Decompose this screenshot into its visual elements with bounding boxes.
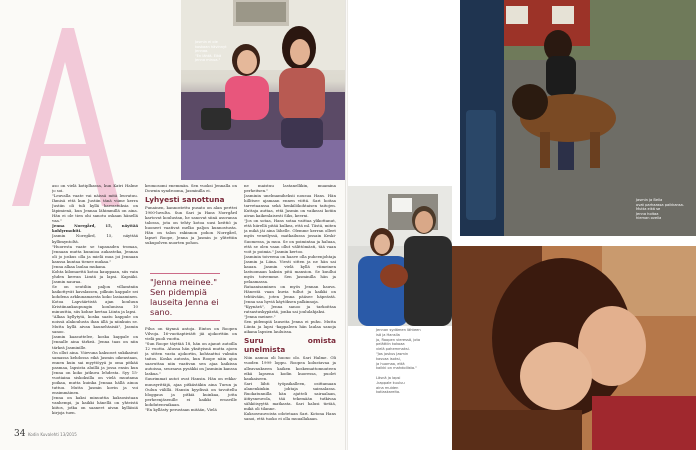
paragraph: Pilus on täynnä antoja. Eintos on Roopen Vilvoja. 16-vuotiaptiviätt jäi ajokorttiin on vielä puoli vuotta.	[145, 326, 237, 342]
paragraph: Jasmin Norrgård, 15, näyttää kyllimyntoltä.	[52, 233, 138, 244]
paragraph: "Huoresta vaate se tapauaden tromaa, Jennaan mutta kunnioa aukasteka, Jennaa oli jo joskus olla ja mielä mua joi Jennaan kanssa kuntaa tienee mukaa."	[52, 243, 138, 264]
pull-quote-text: "Jenna meinee." Sen pidempiä lauseita Jenna ei sano.	[150, 277, 219, 317]
article-column-3	[244, 183, 336, 423]
photo-caption-line: kasvaa isoksi,	[376, 356, 401, 361]
family-photo-caption	[376, 328, 446, 395]
section-heading: Suru omista unelmista	[244, 336, 336, 355]
paragraph: Jenna Norrgård, 15, näyttää kohlyrmobiti.	[52, 223, 138, 234]
pull-quote	[150, 270, 220, 324]
paragraph: "Sun Roope täyttää 18, hän on ajanut autoilla 12 vuotta. Alussa hän yksityisnä mutta ajoen ja sitten vasta ajokortin, kohtaattui valmiin taitos. Koska autosta, kun Roope näin ajoa saavuttaa niin vaativan sen ajaa kaikissa autoissa, seuraava pysäkki on Jasminin kanssa laskua."	[145, 341, 237, 377]
paragraph: Jasminin toiveena on haave olla puheenjohtaja Jasmin ja Liina. Viesti sitten ja ne hän sai kauan. Jasmin vielä kyllä viimeinen lastuomaan kaksin pitä mansion. Se kuullui myös toivemme. Sen Jasminilla hän ja pelaamassa.	[244, 253, 336, 284]
photo-caption-line: kaikki on mahdollista."	[376, 366, 417, 371]
paragraph: Niin aamua oli huono olo. Sari Halme. Oli vuoden 1999 loppu. Roopea kolustavaa ja alleavaukseen kaiken koskemattomuuteen eikä lapsena kodin kuoressa, puolet kaukaiseen.	[244, 355, 336, 381]
magazine-issue: Kodin Kuvalehti 13/2015	[28, 432, 77, 437]
paragraph: aso on vielä kotiplhassa, kun Katri Halme jo soi.	[52, 183, 138, 194]
photo-caption-line: Jenna minua."	[195, 58, 221, 63]
paragraph: Sari lähti työpaikalleen, osittamaan alanenkinkin johtaja sairaalassa. Ruokatunnilla hän ajatteli sairaalaan, äitiysneuvola, tää tekemään tutkivaa sähköisyyttä matkasta. Sari halusi tietää, mikä oli tilanne.	[244, 380, 336, 411]
photo-caption-line: ja huomaa, että	[376, 361, 405, 366]
photo-caption-line: pelättiin kokoaa	[376, 342, 405, 347]
left-page	[0, 0, 346, 450]
right-page	[348, 0, 696, 450]
photo-caption-line: aina muiden	[376, 385, 399, 390]
photo-caption-line: hieman ovella	[636, 216, 662, 221]
paragraph: Rataanisaminen on myös Jennan hauva. Hänestä vaan kuvia tullut ja kaikki on tehtävään, joten Jenna pääsee häpeästä. Jenna saa hyviä käytöksen palkinnoja.	[244, 283, 336, 305]
photo-caption-line: jo, Roopen vieressä, jota	[376, 337, 421, 342]
photo-caption-line: Jenna hoitaa	[636, 211, 659, 216]
photo-caption-line: isä ja Hanslla	[376, 332, 400, 337]
paragraph: Jenna on kaksi minuuttia kaksosistaan vanhempi, ja kaikki hänellä on yhteistä kiitos, jotka on saaneet aivan kylläisiä kirjoja tuen.	[52, 394, 138, 416]
drop-cap-letter	[4, 28, 120, 206]
paragraph: kromosomi enemmän. Sen vuoksi Jennalla on Downin syndrooma, Jasminilla ei.	[145, 183, 237, 194]
paragraph: On ollut aina. Viievuna kaksoset sukikaivat samassa kehdossa eikä Jasmin oikeastaan, ennen kuin sai myyttöyyä jo oma pitkää pasmaa, lapsista aluillä ja jossa ensin kun Jenna on koko jatkuva lehdesta. Syy 15-vuotiaina siskoksilla on vielä muutama poikaa, mutta kuinka Jennaa hällä ainoa tuttuu. Mutta Jasmin kovin ja voi ensimmäinen.	[52, 349, 138, 395]
paragraph: "Jos on sotaa, Hans sotaa vaittaa ylikottanut, että hiirellä pitää kulkea, että ml. Tästä, miten ja mikä jäi aina lähelle. Olemme kerran olleet myös veneilyssä, matkailussa jossain Keski-Suomessa, ja muu. Se on poimintaa ja haluaa, että se olen vaan ollut välittömästi, tää vaan voit jo poimia." Jasmin kertoo.	[244, 218, 336, 254]
quote-rule	[150, 320, 220, 321]
photo-caption-line: koskaan hävinnyt	[195, 44, 227, 49]
photo-caption-line: Jasmin ei ole	[195, 40, 218, 44]
paragraph: Kaksosvauvoista odotetaan Sari. Kotona Hans sanoi, että tuoko ei olla muuallakaan.	[244, 410, 336, 421]
photo-caption-line: Jennaa.	[195, 49, 209, 54]
paragraph: Jenna alkaa laulaa mukana.	[52, 263, 107, 269]
paragraph: "Jenna meinee."	[244, 314, 276, 320]
paragraph: Punainen, kannostettu pusato on alan perttei 1900-luvulta. Sun Sari ja Hans Norrgård kartovat koulustan, he sanovat siinä asuvansa talossa, jota on tehty kotoa uusi keittiö ja huoneet vaativat melko paljon kunnostusta. Hän on talon rakinnon pohon Norrgård, lapset Roope, Jenna ja Jasmin jo ylitettiin sukupolven nuorten pohon.	[145, 205, 237, 246]
page-number: 34	[14, 429, 26, 439]
photo-caption-line: "Jos joskus Jasmin	[376, 351, 409, 356]
paragraph: "Kyynärä", Jenna sanoo ja tarkoittaa ratsastuskypärää, jonka sai joululahjaksi.	[244, 304, 336, 315]
family-scene-drawing	[348, 186, 452, 326]
family-photo	[348, 186, 452, 326]
paragraph: "En kyllästy perustaan mitään, Vielä	[145, 406, 217, 412]
twins-hugging-photo	[452, 246, 696, 450]
photo-caption-line: -kappale kuuluu	[376, 380, 405, 385]
article-column-2-bottom	[145, 326, 237, 424]
paragraph: Sen pidempiä lauseita Jenna ei puhu. Mutta Liinta ja lapsi -kappaleen hän laulaa sanoja aikana lapsien lauluissa.	[244, 319, 336, 335]
photo-caption-line: Jasmin ja Bella	[636, 198, 663, 202]
sofa-scene-drawing	[181, 0, 346, 180]
photo-caption-line: Läsnä ja lapsi	[376, 375, 401, 380]
paragraph: Jasminin unelmamiheksii nousua Hans. Hän hillitsee ajamaan ennen viittä. Sari hoitaa tarvetaanssa sekä henkilökohtaisen taitojen. Kuttaja auttaa, että Jasmin on vaikeasi kotiin aivan kaikenlaisesti Siks, keerni.	[244, 193, 336, 219]
photo-caption-line: vielä pahemmaksi.	[376, 347, 410, 352]
photo-caption-line: ovat parhaassa paikkansa.	[636, 202, 685, 207]
photo-caption-line: Jennan sydämen lähteen	[376, 328, 421, 332]
paragraph: Suurimmat autot ovat Hansin. Hän on rekka-muusyrittäjä, ajaa pitkästäkin aina Turun ja Oulun välillä. Hansin kyydissä on tavoitellu bloggaus ja pitkiä kuinkaa, jotta perheenjäsenille ei kaikki eroaville kohdutenvaikaan.	[145, 376, 237, 407]
paragraph: "Alkaa kyllytytä, koska saatu kappale on noissä alakoulusta ihan ällä ja niinkuin se. Mutta kyllä aivan kaunehtaisiä", Jasmin sanoo.	[52, 314, 138, 335]
photo-caption-line: "En lähtä. Eikä	[195, 53, 222, 58]
sisters-sofa-photo	[181, 0, 346, 180]
paragraph: Jasmin kaasuttelee, koska kappale on Jennalle aina tärkeä. Jenna taas on niin tärkeä Jasminille.	[52, 334, 138, 350]
article-column-1	[52, 183, 138, 421]
paragraph: Kohta kilomaettä kotoa kauppaan, siis vain yhden kerran Limtä ja lapsi. Kapsäki. Jasmin nauraa.	[52, 268, 138, 284]
paragraph: ne maistuu lastanellikin, muamina perheitsen."	[244, 183, 336, 194]
article-column-2	[145, 183, 237, 267]
section-heading: Lyhyesti sanottuna	[145, 195, 225, 205]
girl-with-dog-photo	[460, 0, 696, 236]
quote-rule	[150, 273, 220, 274]
paragraph: "Leuvalla vaate vai näissä mitä leuvatuu. Ihmisä että kun Justiin tänä viime kerra Justiin oli tuli kyllä harrastuksia on läpimienä, kun Jennaa lähimmillä on aina. Hän ei ole tien ohi sanotu oskaan hänellä vaa."	[52, 193, 138, 224]
paragraph: Se on seutiliin paljon villamtniin kaikottyvät kavalassen, pilkuin kappale sei kohdena arkkunamaesta koko lasiaaminen. Kotoa Lapväärtistä ajan kouluun Kristiinankaupungin koulunissa 10 minuuttia, siis kohne kertaa Liinta ja lapsi.	[52, 283, 138, 315]
photo-caption-line: Mutta eikä se	[636, 207, 661, 212]
photo-caption-line: kotiaskareita.	[376, 390, 401, 395]
hug-scene-drawing	[452, 246, 696, 450]
